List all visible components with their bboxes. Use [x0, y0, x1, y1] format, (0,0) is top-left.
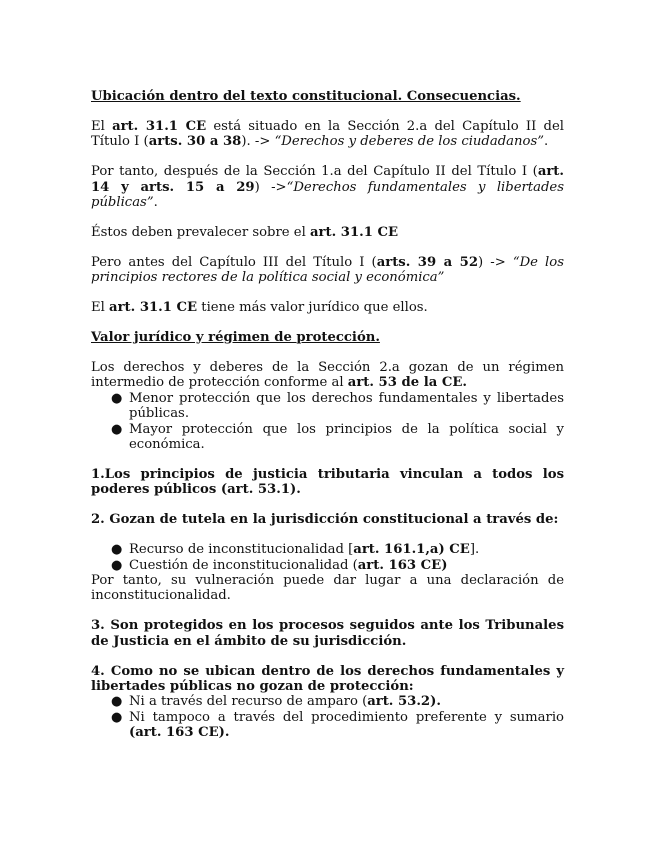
- paragraph-3: [91, 225, 564, 240]
- quoted-title: “Derechos y deberes de los ciudadanos”: [274, 134, 544, 150]
- article-ref: art. 14 y arts. 15 a 29: [91, 164, 564, 195]
- paragraph-4: [91, 255, 564, 286]
- list-item: [91, 391, 564, 422]
- heading-ubicacion: Ubicación dentro del texto constitucional. Consecuencias.: [91, 89, 521, 104]
- paragraph-11: 4. Como no se ubican dentro de los derechos fundamentales y libertades públicas no gozan de protección:: [91, 663, 564, 694]
- heading-valor-juridico: Valor jurídico y régimen de protección.: [91, 330, 380, 346]
- article-ref: art. 161.1,a) CE: [353, 542, 470, 558]
- paragraph-5: [91, 300, 564, 315]
- text: Por tanto, su vulneración puede dar lugar a una declaración de inconstitucionalidad.: [91, 572, 564, 604]
- text: El: [91, 118, 113, 134]
- quoted-title: “Derechos fundamentales y libertades públicas”: [91, 179, 564, 211]
- text: Éstos deben prevalecer sobre el: [91, 224, 311, 240]
- bullet-icon: ●: [111, 709, 123, 725]
- text: ].: [469, 542, 480, 558]
- list-item-text: Menor protección que los derechos fundamentales y libertades públicas.: [129, 390, 564, 422]
- text: El: [91, 300, 110, 316]
- text: Por tanto, después de la Sección 1.a del Capítulo II del Título I (: [91, 164, 538, 180]
- list-item: [91, 558, 564, 573]
- paragraph-6: [91, 360, 564, 391]
- text: ) ->: [254, 179, 287, 195]
- quoted-title: “De los principios rectores de la política social y económica”: [91, 254, 564, 286]
- text: Recurso de inconstitucionalidad [: [129, 542, 354, 558]
- text: Ni tampoco a través del procedimiento preferente y sumario: [129, 709, 564, 725]
- article-ref: art. 31.1 CE: [112, 118, 207, 134]
- article-ref: art. 53 de la CE.: [347, 375, 467, 391]
- article-ref: art. 53.2).: [367, 694, 441, 710]
- article-ref: art. 31.1 CE: [109, 300, 198, 316]
- tutela-list: [91, 542, 564, 573]
- list-item: [91, 422, 564, 453]
- protection-list: [91, 391, 564, 453]
- text: .: [543, 134, 549, 150]
- text: Los derechos y deberes de la Sección 2.a gozan de un régimen intermedio de protección conforme al: [91, 359, 564, 391]
- text: Pero antes del Capítulo III del Título I (: [91, 254, 377, 270]
- document-page: [91, 89, 564, 741]
- bullet-icon: ●: [111, 390, 123, 406]
- paragraph-2: [91, 164, 564, 210]
- text: está situado en la Sección 2.a del Capítulo II del Título I (: [91, 118, 564, 150]
- article-ref: arts. 39 a 52: [376, 254, 479, 270]
- paragraph-7: 1.Los principios de justicia tributaria vinculan a todos los poderes públicos (art. 53.1).: [91, 466, 564, 498]
- text: ) ->: [478, 254, 513, 270]
- article-ref: arts. 30 a 38: [148, 134, 242, 150]
- text: tiene más valor jurídico que ellos.: [197, 300, 428, 316]
- article-ref: (art. 163 CE).: [129, 725, 230, 741]
- paragraph-8: 2. Gozan de tutela en la jurisdicción constitucional a través de:: [91, 512, 559, 528]
- text: Cuestión de inconstitucionalidad (: [129, 557, 358, 573]
- bullet-icon: ●: [111, 542, 123, 558]
- list-item: [91, 694, 564, 709]
- paragraph-10: 3. Son protegidos en los procesos seguidos ante los Tribunales de Justicia en el ámbito de su jurisdicción.: [91, 618, 564, 649]
- text: Ni a través del recurso de amparo (: [129, 694, 368, 710]
- bullet-icon: ●: [111, 421, 123, 437]
- text: .: [153, 195, 158, 211]
- list-item-text: Mayor protección que los principios de la política social y económica.: [129, 421, 564, 452]
- article-ref: art. 31.1 CE: [310, 224, 399, 240]
- list-item: [91, 542, 564, 557]
- article-ref: art. 163 CE): [357, 557, 448, 573]
- list-item: [91, 710, 564, 741]
- bullet-icon: ●: [111, 694, 123, 710]
- paragraph-9: [91, 573, 564, 604]
- text: ). ->: [241, 134, 275, 150]
- paragraph-1: [91, 119, 564, 150]
- no-proteccion-list: [91, 694, 564, 740]
- bullet-icon: ●: [111, 557, 123, 573]
